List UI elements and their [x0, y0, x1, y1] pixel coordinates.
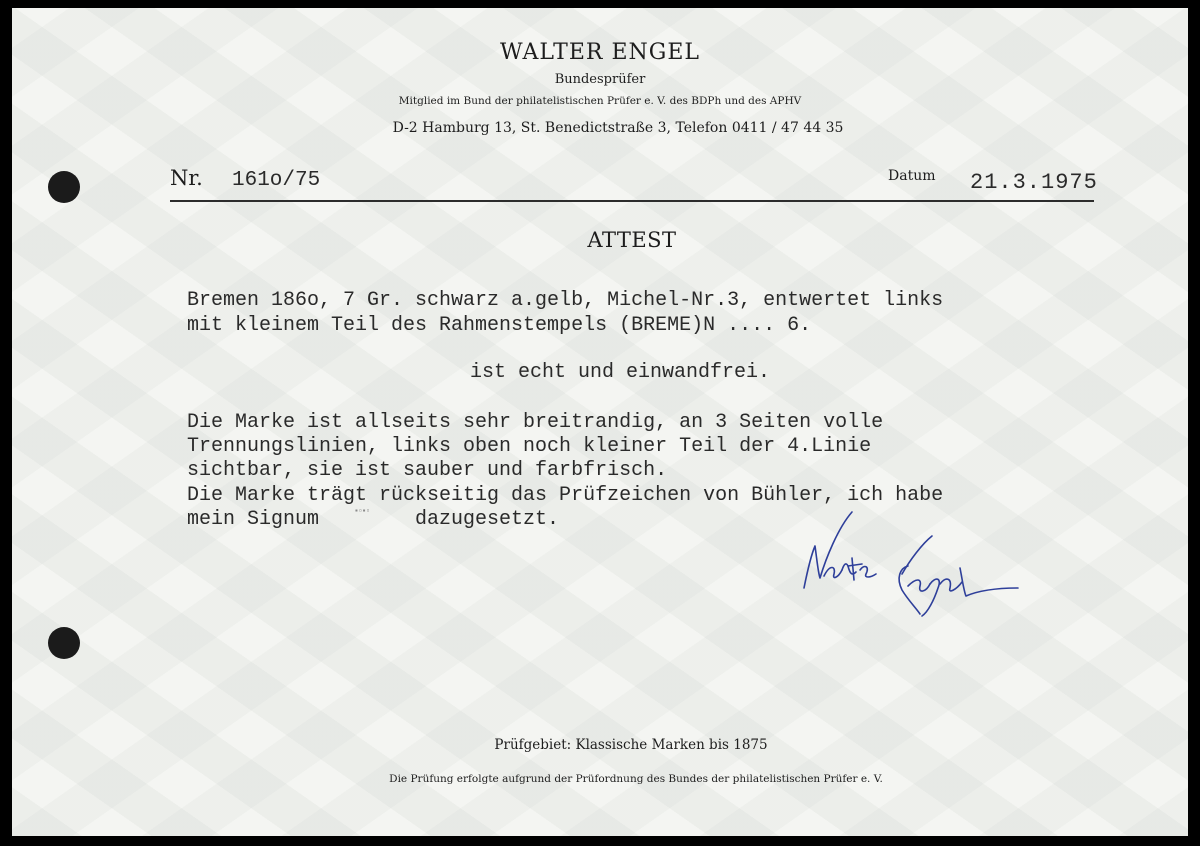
address-line: D-2 Hamburg 13, St. Benedictstraße 3, Telefon 0411 / 47 44 35 — [392, 120, 844, 136]
examiner-name: WALTER ENGEL — [499, 40, 701, 65]
examiner-title: Bundesprüfer — [554, 72, 646, 87]
date-label: Datum — [888, 168, 936, 184]
signum-mark-icon: ▪▫▪▫ — [355, 506, 371, 515]
header-divider — [170, 200, 1094, 202]
condition-line-3: sichtbar, sie ist sauber und farbfrisch. — [187, 459, 668, 482]
certificate-date: 21.3.1975 — [970, 170, 1098, 195]
condition-line-4: Die Marke trägt rückseitig das Prüfzeichen von Bühler, ich habe — [187, 484, 944, 507]
punch-hole-bottom — [48, 627, 80, 659]
condition-line-5a: mein Signum — [187, 508, 320, 531]
condition-line-2: Trennungslinien, links oben noch kleiner Teil der 4.Linie — [187, 435, 872, 458]
condition-line-1: Die Marke ist allseits sehr breitrandig, an 3 Seiten volle — [187, 411, 884, 434]
description-line-2: mit kleinem Teil des Rahmenstempels (BREME)N .... 6. — [187, 314, 812, 337]
attest-heading: ATTEST — [587, 228, 677, 252]
number-label: Nr. — [170, 166, 203, 190]
punch-hole-top — [48, 171, 80, 203]
examination-rules-note: Die Prüfung erfolgte aufgrund der Prüfordnung des Bundes der philatelistischen Prüfer e. V. — [389, 773, 883, 785]
certificate-number: 161o/75 — [232, 169, 321, 192]
examination-field: Prüfgebiet: Klassische Marken bis 1875 — [494, 737, 768, 753]
membership-line: Mitglied im Bund der philatelistischen Prüfer e. V. des BDPh und des APHV — [398, 95, 802, 107]
description-line-1: Bremen 186o, 7 Gr. schwarz a.gelb, Michel-Nr.3, entwertet links — [187, 289, 944, 312]
verdict-line: ist echt und einwandfrei. — [469, 361, 771, 384]
condition-line-5b: dazugesetzt. — [415, 508, 560, 531]
handwritten-signature — [790, 508, 1030, 628]
